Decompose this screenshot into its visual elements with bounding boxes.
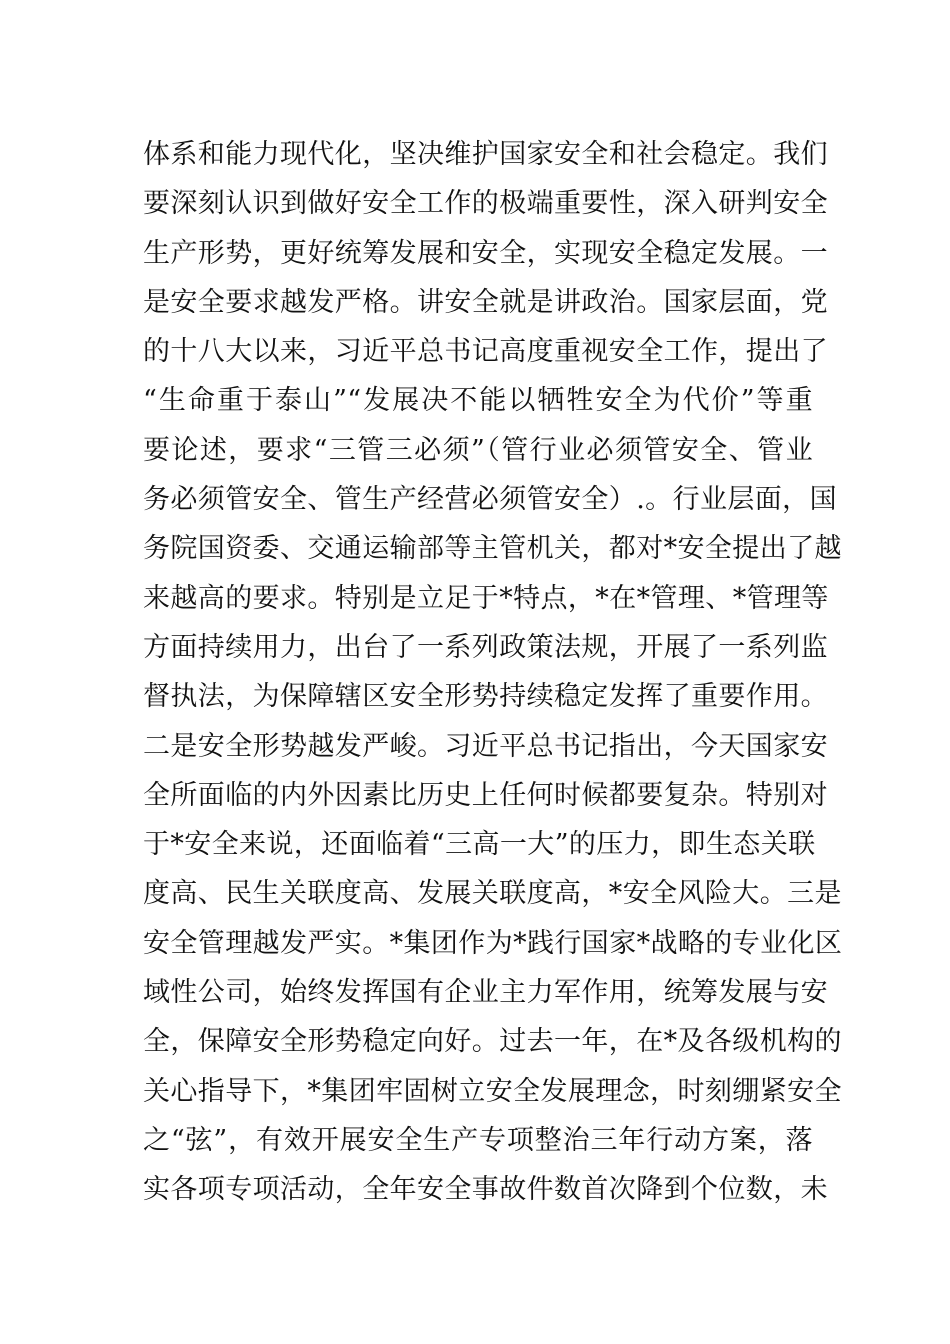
text-line: 安全管理越发严实。*集团作为*践行国家*战略的专业化区 <box>143 927 843 959</box>
text-line: 是安全要求越发严格。讲安全就是讲政治。国家层面，党 <box>143 286 828 318</box>
text-line: 要深刻认识到做好安全工作的极端重要性，深入研判安全 <box>143 188 828 220</box>
text-line: 务院国资委、交通运输部等主管机关，都对*安全提出了越 <box>143 533 842 565</box>
text-line: 体系和能力现代化，坚决维护国家安全和社会稳定。我们 <box>143 139 828 170</box>
text-line: 二是安全形势越发严峻。习近平总书记指出，今天国家安 <box>143 730 828 762</box>
text-line: 的十八大以来，习近平总书记高度重视安全工作，提出了 <box>143 336 828 368</box>
body-text <box>143 130 843 1215</box>
text-line: 关心指导下，*集团牢固树立安全发展理念，时刻绷紧安全 <box>143 1075 842 1107</box>
text-line: 要论述，要求“三管三必须”（管行业必须管安全、管业 <box>143 434 813 466</box>
text-line: 来越高的要求。特别是立足于*特点，*在*管理、*管理等 <box>143 582 829 614</box>
text-line: 实各项专项活动，全年安全事故件数首次降到个位数，未 <box>143 1174 828 1206</box>
text-line: 生产形势，更好统筹发展和安全，实现安全稳定发展。一 <box>143 237 828 269</box>
text-line: 方面持续用力，出台了一系列政策法规，开展了一系列监 <box>143 631 828 663</box>
text-line: 务必须管安全、管生产经营必须管安全）.。行业层面，国 <box>143 484 837 516</box>
text-line: 督执法，为保障辖区安全形势持续稳定发挥了重要作用。 <box>143 681 828 713</box>
text-line: 全，保障安全形势稳定向好。过去一年，在*及各级机构的 <box>143 1026 842 1058</box>
text-line: 全所面临的内外因素比历史上任何时候都要复杂。特别对 <box>143 779 828 811</box>
text-line: “生命重于泰山”“发展决不能以牺牲安全为代价”等重 <box>143 385 813 417</box>
text-line: 于*安全来说，还面临着“三高一大”的压力，即生态关联 <box>143 829 816 861</box>
text-line: 域性公司，始终发挥国有企业主力军作用，统筹发展与安 <box>143 977 828 1009</box>
text-line: 度高、民生关联度高、发展关联度高，*安全风险大。三是 <box>143 878 842 910</box>
text-line: 之“弦”，有效开展安全生产专项整治三年行动方案，落 <box>143 1124 813 1156</box>
